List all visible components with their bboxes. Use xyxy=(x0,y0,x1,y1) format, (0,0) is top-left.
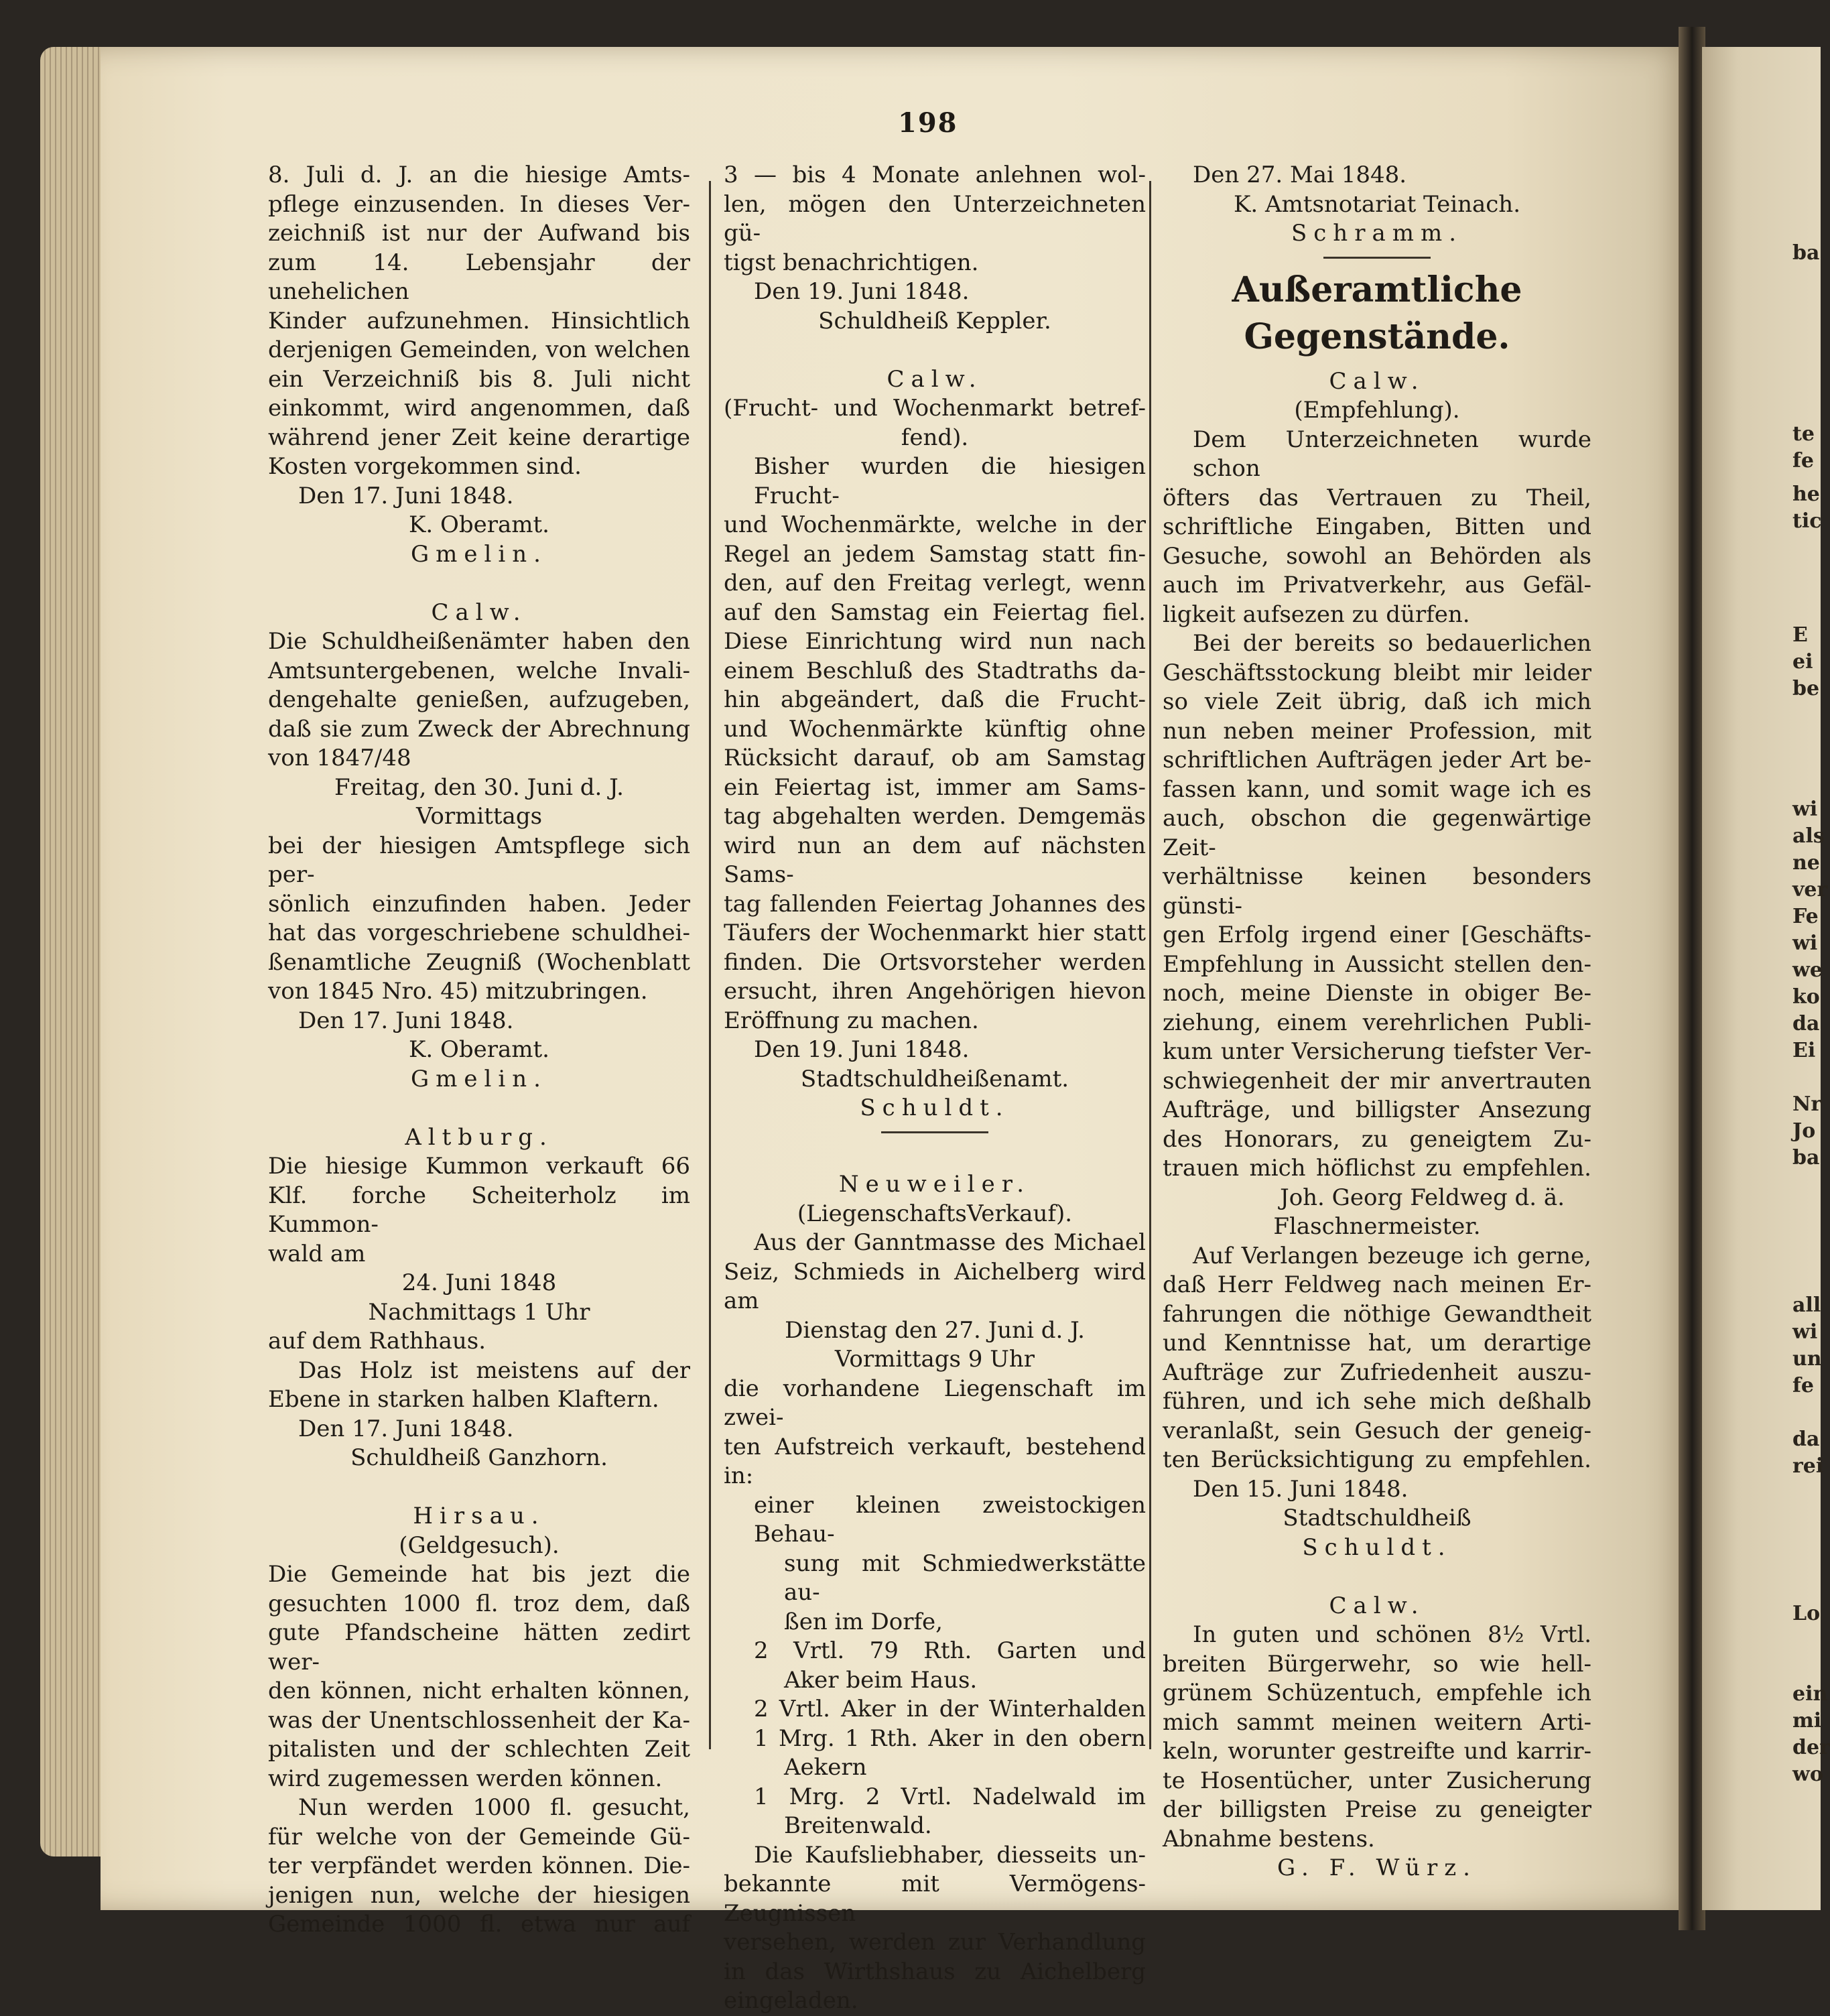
text-line: 1 Mrg. 2 Vrtl. Nadelwald im xyxy=(754,1783,1146,1810)
text-line xyxy=(724,336,1146,365)
text-line: Calw. xyxy=(1329,1592,1425,1619)
next-page-fragment: da xyxy=(1792,1012,1820,1035)
text-line: ein Feiertag ist, immer am Sams- xyxy=(724,773,1146,801)
text-line: Schuldt. xyxy=(860,1094,1010,1121)
next-page-fragment: be xyxy=(1792,677,1820,700)
column-divider xyxy=(709,181,711,1749)
text-line: auf den Samstag ein Feiertag fiel. xyxy=(724,598,1146,626)
text-line: Stadtschuldheiß xyxy=(1283,1505,1472,1531)
text-line: Den 19. Juni 1848. xyxy=(754,278,970,305)
text-line: tigst benachrichtigen. xyxy=(724,249,979,276)
text-line: Aufträge zur Zufriedenheit auszu- xyxy=(1163,1359,1591,1386)
text-line xyxy=(268,1473,690,1503)
text-line: In guten und schönen 8½ Vrtl. xyxy=(1193,1621,1591,1648)
text-line: K. Oberamt. xyxy=(408,1036,549,1063)
text-line: noch, meine Dienste in obiger Be- xyxy=(1163,980,1591,1007)
column-2 xyxy=(724,161,1146,2016)
text-line: verhältnisse keinen besonders günsti- xyxy=(1163,863,1591,920)
text-line: Altburg. xyxy=(405,1123,553,1151)
text-line: 3 — bis 4 Monate anlehnen wol- xyxy=(724,162,1146,188)
text-line: sönlich einzufinden haben. Jeder xyxy=(268,890,690,918)
text-line: G. F. Würz. xyxy=(1277,1854,1477,1881)
text-line: in das Wirthshaus zu Aichelberg xyxy=(724,1958,1146,1985)
text-line: 24. Juni 1848 xyxy=(401,1269,557,1296)
text-line: und Kenntnisse hat, um derartige xyxy=(1163,1330,1591,1357)
text-line: 8. Juli d. J. an die hiesige Amts- xyxy=(268,162,690,188)
text-line: (Frucht- und Wochenmarkt betref- xyxy=(724,395,1146,422)
text-line: Die Schuldheißenämter haben den xyxy=(268,628,690,655)
separator-rule xyxy=(1323,257,1431,259)
text-line: gute Pfandscheine hätten zedirt wer- xyxy=(268,1619,690,1676)
text-line: ein Verzeichniß bis 8. Juli nicht xyxy=(268,365,690,393)
next-page-fragment: he xyxy=(1792,483,1820,506)
text-line: ten Aufstreich verkauft, bestehend in: xyxy=(724,1433,1146,1489)
text-line: kum unter Versicherung tiefster Ver- xyxy=(1163,1038,1591,1065)
text-line: bekannte mit Vermögens-Zeugnissen xyxy=(724,1871,1146,1927)
text-line: Schuldt. xyxy=(1302,1533,1452,1561)
text-line: auf dem Rathhaus. xyxy=(268,1328,486,1354)
text-line: die vorhandene Liegenschaft im zwei- xyxy=(724,1375,1146,1431)
text-line: Gemeinde 1000 fl. etwa nur auf xyxy=(268,1911,690,1938)
text-line: trauen mich höflichst zu empfehlen. xyxy=(1163,1155,1591,1182)
text-line: nun neben meiner Profession, mit xyxy=(1163,717,1591,745)
text-line: den, auf den Freitag verlegt, wenn xyxy=(724,570,1146,596)
text-line: Flaschnermeister. xyxy=(1273,1213,1481,1240)
text-line: versehen, werden zur Verhandlung xyxy=(724,1929,1146,1956)
text-line: zeichniß ist nur der Aufwand bis xyxy=(268,220,690,247)
next-page-fragment: Ei xyxy=(1792,1039,1816,1062)
text-line: Aekern xyxy=(784,1754,867,1781)
text-line: und Wochenmärkte, welche in der xyxy=(724,511,1146,538)
text-line: ßenamtliche Zeugniß (Wochenblatt xyxy=(268,948,690,976)
text-line: Calw. xyxy=(1329,367,1425,395)
text-line: finden. Die Ortsvorsteher werden xyxy=(724,948,1146,976)
text-line: 1 Mrg. 1 Rth. Aker in den obern xyxy=(754,1724,1146,1752)
text-line: schwiegenheit der mir anvertrauten xyxy=(1163,1067,1591,1094)
text-line: Stadtschuldheißenamt. xyxy=(800,1065,1069,1092)
text-line: zum 14. Lebensjahr der unehelichen xyxy=(268,249,690,305)
next-page-fragment: ko xyxy=(1792,985,1820,1009)
text-line: Seiz, Schmieds in Aichelberg wird xyxy=(724,1258,1146,1285)
text-line: fassen kann, und somit wage ich es xyxy=(1163,775,1591,803)
text-line: ersucht, ihren Angehörigen hievon xyxy=(724,978,1146,1005)
next-page-fragment: te xyxy=(1792,422,1815,446)
next-page-fragment: wi xyxy=(1792,932,1818,955)
text-line: derjenigen Gemeinden, von welchen xyxy=(268,336,690,363)
next-page-fragment: Jo xyxy=(1792,1119,1816,1143)
text-line xyxy=(268,569,690,598)
text-line: am xyxy=(724,1287,759,1314)
text-line: veranlaßt, sein Gesuch der geneig- xyxy=(1163,1417,1591,1444)
text-line: eingeladen. xyxy=(724,1987,858,2014)
text-line: Rücksicht darauf, ob am Samstag xyxy=(724,745,1146,771)
text-line: hat das vorgeschriebene schuldhei- xyxy=(268,920,690,946)
text-line: Amtsuntergebenen, welche Invali- xyxy=(268,657,690,684)
text-line: Abnahme bestens. xyxy=(1163,1825,1375,1852)
column-1 xyxy=(268,161,690,1940)
next-page-fragment: ver xyxy=(1792,878,1828,901)
text-line: (Empfehlung). xyxy=(1294,397,1460,424)
text-line: einer kleinen zweistockigen Behau- xyxy=(754,1491,1146,1548)
text-line: Schuldheiß Keppler. xyxy=(818,307,1051,334)
text-line: schriftliche Eingaben, Bitten und xyxy=(1163,513,1591,540)
text-line: pitalisten und der schlechten Zeit xyxy=(268,1736,690,1763)
text-line: Auf Verlangen bezeuge ich gerne, xyxy=(1193,1242,1591,1269)
next-page-fragment: E xyxy=(1792,623,1808,647)
text-line: wird zugemessen werden können. xyxy=(268,1765,663,1792)
next-page-fragment: fe xyxy=(1792,449,1814,472)
text-line: der billigsten Preise zu geneigter xyxy=(1163,1796,1591,1823)
text-line: ligkeit aufsezen zu dürfen. xyxy=(1163,601,1470,628)
page-number: 198 xyxy=(898,107,958,139)
text-line: Klf. forche Scheiterholz im Kummon- xyxy=(268,1182,690,1238)
next-page-fragment: als xyxy=(1792,824,1825,848)
text-line: Die Kaufsliebhaber, diesseits un- xyxy=(754,1841,1146,1869)
next-page-fragment: da xyxy=(1792,1428,1820,1451)
text-line: Regel an jedem Samstag statt fin- xyxy=(724,540,1146,568)
next-page-fragment: ne xyxy=(1792,851,1820,875)
text-line: für welche von der Gemeinde Gü- xyxy=(268,1823,690,1850)
text-line: Nun werden 1000 fl. gesucht, xyxy=(298,1794,690,1821)
text-line: mich sammt meinen weitern Arti- xyxy=(1163,1708,1591,1736)
text-line xyxy=(268,1094,690,1123)
text-line: Vormittags 9 Uhr xyxy=(834,1346,1035,1373)
next-page-fragment: un xyxy=(1792,1347,1822,1371)
text-line: Schuldheiß Ganzhorn. xyxy=(350,1444,608,1471)
text-line: fend). xyxy=(901,424,969,451)
next-page-fragment: der xyxy=(1792,1736,1830,1759)
text-line: Schramm. xyxy=(1291,220,1463,247)
next-page-fragment: all xyxy=(1792,1294,1821,1317)
next-page-fragment: mi xyxy=(1792,1709,1822,1732)
text-line: K. Amtsnotariat Teinach. xyxy=(1233,190,1521,218)
text-line: Kinder aufzunehmen. Hinsichtlich xyxy=(268,307,690,334)
text-line: Den 17. Juni 1848. xyxy=(298,482,514,509)
text-line: ter verpfändet werden können. Die- xyxy=(268,1852,690,1879)
text-line: Den 19. Juni 1848. xyxy=(754,1036,970,1063)
text-line: Die hiesige Kummon verkauft 66 xyxy=(268,1153,690,1180)
text-line: Geschäftsstockung bleibt mir leider xyxy=(1163,659,1591,686)
text-line: auch im Privatverkehr, aus Gefäl- xyxy=(1163,572,1591,598)
text-line: sung mit Schmiedwerkstätte au- xyxy=(784,1550,1146,1606)
text-line: (LiegenschaftsVerkauf). xyxy=(797,1200,1073,1227)
text-line: K. Oberamt. xyxy=(408,511,549,538)
next-page-fragment: wo xyxy=(1792,1763,1823,1786)
next-page-fragment: ei xyxy=(1792,650,1813,674)
text-line: von 1845 Nro. 45) mitzubringen. xyxy=(268,978,648,1005)
text-line: Vormittags xyxy=(415,803,543,830)
text-line: Hirsau. xyxy=(413,1503,545,1529)
text-line: 2 Vrtl. Aker in der Winterhalden xyxy=(754,1696,1146,1722)
text-line: und Wochenmärkte künftig ohne xyxy=(724,715,1146,743)
next-page-fragment: ein xyxy=(1792,1682,1828,1706)
text-line: Gmelin. xyxy=(411,1065,547,1092)
text-line: gen Erfolg irgend einer [Geschäfts- xyxy=(1163,922,1591,948)
text-line: Bisher wurden die hiesigen Frucht- xyxy=(754,453,1146,509)
text-line: Aufträge, und billigster Ansezung xyxy=(1163,1096,1591,1123)
section-title: Außeramtliche Gegenstände. xyxy=(1232,269,1522,357)
text-line: führen, und ich sehe mich deßhalb xyxy=(1163,1388,1591,1415)
next-page-fragment: wi xyxy=(1792,1320,1818,1344)
text-line: tag abgehalten werden. Demgemäs xyxy=(724,803,1146,830)
text-line: schriftlichen Aufträgen jeder Art be- xyxy=(1163,747,1591,773)
next-page-fragment: wi xyxy=(1792,798,1818,821)
next-page-fragment: Nr xyxy=(1792,1092,1822,1116)
text-line: ziehung, einem verehrlichen Publi- xyxy=(1163,1009,1591,1036)
text-line: Joh. Georg Feldweg d. ä. xyxy=(1280,1184,1565,1211)
text-line: wald am xyxy=(268,1240,366,1267)
text-line: wird nun an dem auf nächsten Sams- xyxy=(724,832,1146,888)
text-line: bei der hiesigen Amtspflege sich per- xyxy=(268,832,690,888)
text-line: was der Unentschlossenheit der Ka- xyxy=(268,1706,690,1734)
text-line: Das Holz ist meistens auf der xyxy=(298,1357,690,1384)
text-line: Empfehlung in Aussicht stellen den- xyxy=(1163,950,1591,978)
text-line: keln, worunter gestreifte und karrir- xyxy=(1163,1738,1591,1765)
text-line: Den 15. Juni 1848. xyxy=(1193,1475,1409,1503)
next-page-fragment: tic xyxy=(1792,509,1822,533)
column-3 xyxy=(1163,161,1591,1883)
text-line: Eröffnung zu machen. xyxy=(724,1007,979,1034)
text-line: Kosten vorgekommen sind. xyxy=(268,453,582,480)
text-line: Den 17. Juni 1848. xyxy=(298,1415,514,1442)
text-line: einem Beschluß des Stadtraths da- xyxy=(724,657,1146,684)
text-line: tag fallenden Feiertag Johannes des xyxy=(724,890,1146,918)
text-line: Breitenwald. xyxy=(784,1812,932,1839)
text-line: den können, nicht erhalten können, xyxy=(268,1678,690,1704)
text-line: einkommt, wird angenommen, daß xyxy=(268,395,690,422)
text-line: Aker beim Haus. xyxy=(784,1666,978,1694)
text-line: Neuweiler. xyxy=(838,1171,1031,1198)
text-line: Täufers der Wochenmarkt hier statt xyxy=(724,920,1146,946)
text-line: Freitag, den 30. Juni d. J. xyxy=(334,773,624,801)
text-line: te Hosentücher, unter Zusicherung xyxy=(1163,1767,1591,1794)
text-line: Dienstag den 27. Juni d. J. xyxy=(785,1316,1085,1344)
text-line: Calw. xyxy=(887,365,983,393)
text-line: grünem Schüzentuch, empfehle ich xyxy=(1163,1680,1591,1706)
text-line: Gmelin. xyxy=(411,540,547,568)
text-line: daß sie zum Zweck der Abrechnung xyxy=(268,715,690,743)
text-line: ten Berücksichtigung zu empfehlen. xyxy=(1163,1446,1591,1473)
text-line: öfters das Vertrauen zu Theil, xyxy=(1163,484,1591,511)
text-line: Bei der bereits so bedauerlichen xyxy=(1193,630,1591,657)
text-line: während jener Zeit keine derartige xyxy=(268,424,690,451)
text-line: Aus der Ganntmasse des Michael xyxy=(754,1229,1146,1256)
text-line: 2 Vrtl. 79 Rth. Garten und xyxy=(754,1637,1146,1664)
text-line: (Geldgesuch). xyxy=(399,1531,560,1559)
text-line xyxy=(724,1141,1146,1171)
text-line: Calw. xyxy=(431,598,527,626)
text-line: dengehalte genießen, aufzugeben, xyxy=(268,686,690,713)
column-divider xyxy=(1149,181,1151,1749)
text-line: Ebene in starken halben Klaftern. xyxy=(268,1386,659,1413)
book-gutter xyxy=(1679,27,1705,1930)
text-line: fahrungen die nöthige Gewandtheit xyxy=(1163,1300,1591,1328)
text-line: Nachmittags 1 Uhr xyxy=(368,1298,590,1326)
next-page-fragment: Fe xyxy=(1792,905,1819,928)
text-line: breiten Bürgerwehr, so wie hell- xyxy=(1163,1650,1591,1678)
next-page-edge xyxy=(1702,47,1830,1910)
next-page-fragment: we xyxy=(1792,958,1823,982)
text-line: len, mögen den Unterzeichneten gü- xyxy=(724,190,1146,247)
separator-rule xyxy=(881,1131,988,1133)
text-line: Die Gemeinde hat bis jezt die xyxy=(268,1561,690,1588)
text-line: so viele Zeit übrig, daß ich mich xyxy=(1163,688,1591,715)
next-page-fragment: fe xyxy=(1792,1374,1814,1397)
text-line: gesuchten 1000 fl. troz dem, daß xyxy=(268,1590,690,1617)
text-line: Diese Einrichtung wird nun nach xyxy=(724,628,1146,655)
text-line: daß Herr Feldweg nach meinen Er- xyxy=(1163,1271,1591,1298)
text-line: Den 17. Juni 1848. xyxy=(298,1007,514,1034)
text-line: Dem Unterzeichneten wurde schon xyxy=(1193,426,1591,482)
next-page-fragment: ba xyxy=(1792,1146,1820,1170)
text-line: pflege einzusenden. In dieses Ver- xyxy=(268,190,690,218)
text-line: jenigen nun, welche der hiesigen xyxy=(268,1881,690,1909)
text-line xyxy=(1163,1562,1591,1592)
text-line: des Honorars, zu geneigtem Zu- xyxy=(1163,1125,1591,1153)
text-line: Gesuche, sowohl an Behörden als xyxy=(1163,542,1591,570)
text-line: auch, obschon die gegenwärtige Zeit- xyxy=(1163,805,1591,861)
next-page-fragment: rei xyxy=(1792,1454,1824,1478)
text-line: hin abgeändert, daß die Frucht- xyxy=(724,686,1146,713)
next-page-fragment: ba xyxy=(1792,241,1820,265)
text-line: ßen im Dorfe, xyxy=(784,1608,943,1635)
text-line: von 1847/48 xyxy=(268,745,411,771)
text-line: Den 27. Mai 1848. xyxy=(1193,162,1407,188)
next-page-fragment: Lo xyxy=(1792,1602,1821,1625)
